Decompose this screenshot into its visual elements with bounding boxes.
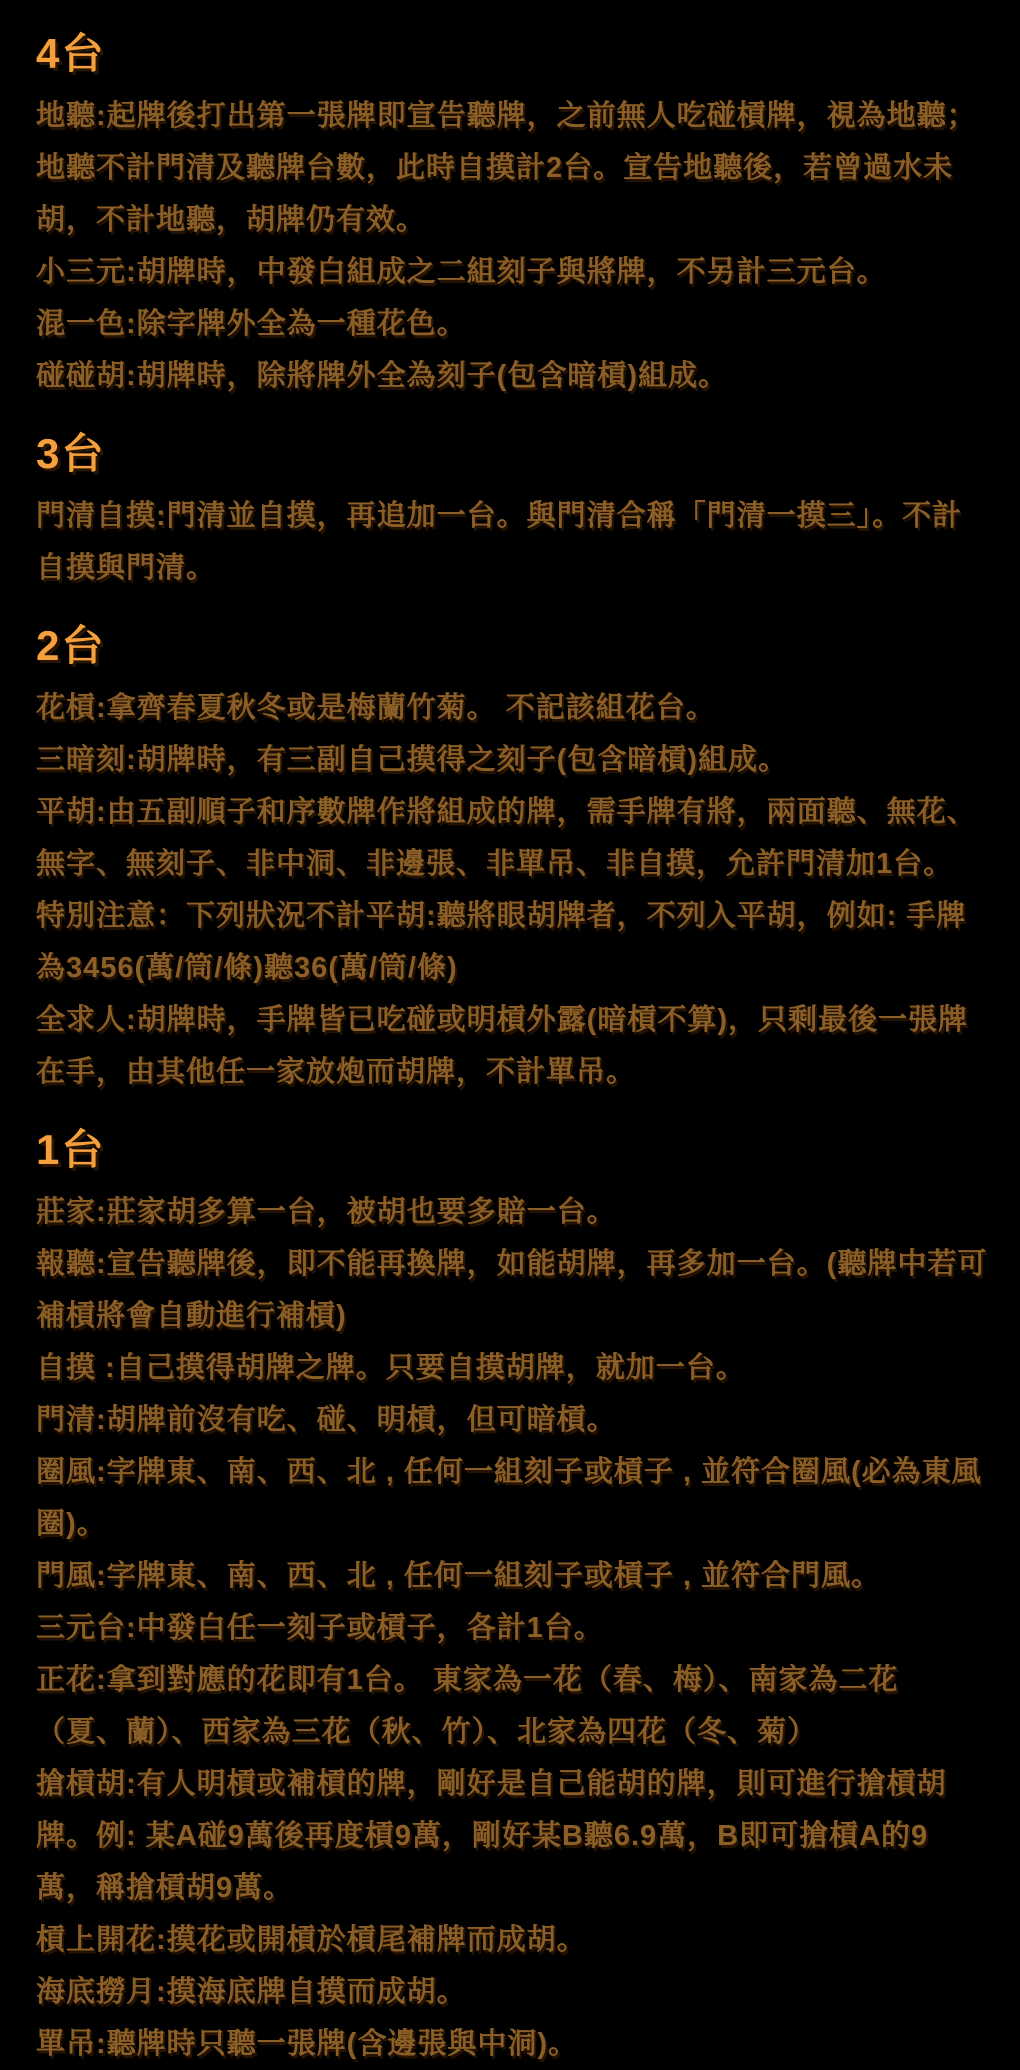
rule-hua-gang: 花槓:拿齊春夏秋冬或是梅蘭竹菊。 不記該組花台。: [36, 692, 716, 724]
rule-men-qing-zi-mo: 門清自摸:門清並自摸，再追加一台。與門清合稱「門清一摸三」。不計自摸與門清。: [36, 500, 963, 584]
rule-men-qing: 門清:胡牌前沒有吃、碰、明槓，但可暗槓。: [36, 1404, 617, 1436]
rule-gang-shang-kai-hua: 槓上開花:摸花或開槓於槓尾補牌而成胡。: [36, 1924, 587, 1956]
rule-di-ting: 地聽:起牌後打出第一張牌即宣告聽牌，之前無人吃碰槓牌，視為地聽；地聽不計門清及聽牌台數，此時自摸計2台。宣告地聽後，若曾過水未胡，不計地聽，胡牌仍有效。: [36, 100, 977, 236]
rule-zhuang-jia: 莊家:莊家胡多算一台，被胡也要多賠一台。: [36, 1196, 617, 1228]
rule-bao-ting: 報聽:宣告聽牌後，即不能再換牌，如能胡牌，再多加一台。(聽牌中若可補槓將會自動進行補槓): [36, 1248, 988, 1332]
rule-men-feng: 門風:字牌東、南、西、北 , 任何一組刻子或槓子 , 並符合門風。: [36, 1560, 882, 1592]
rule-san-an-ke: 三暗刻:胡牌時，有三副自己摸得之刻子(包含暗槓)組成。: [36, 744, 788, 776]
rule-hai-di-lao-yue: 海底撈月:摸海底牌自摸而成胡。: [36, 1976, 467, 2008]
section-3tai: [36, 402, 992, 594]
rule-ping-hu: 平胡:由五副順子和序數牌作將組成的牌，需手牌有將，兩面聽、無花、無字、無刻子、非中洞、非邊張、非單吊、非自摸，允許門清加1台。: [36, 796, 977, 880]
rule-quan-qiu-ren: 全求人:胡牌時，手牌皆已吃碰或明槓外露(暗槓不算)，只剩最後一張牌在手，由其他任一家放炮而胡牌，不計單吊。: [36, 1004, 968, 1088]
rule-peng-peng-hu: 碰碰胡:胡牌時，除將牌外全為刻子(包含暗槓)組成。: [36, 360, 728, 392]
section-1tai-heading: 1台: [36, 1126, 106, 1173]
rule-zheng-hua: 正花:拿到對應的花即有1台。 東家為一花（春、梅）、南家為二花（夏、蘭）、西家為三花（秋、竹）、北家為四花（冬、菊）: [36, 1664, 899, 1748]
section-2tai-heading: 2台: [36, 622, 106, 669]
rule-xiao-san-yuan: 小三元:胡牌時，中發白組成之二組刻子與將牌，不另計三元台。: [36, 256, 887, 288]
rule-ping-hu-note: 特別注意：下列狀況不計平胡:聽將眼胡牌者，不列入平胡，例如: 手牌為3456(萬/筒/條)聽36(萬/筒/條): [36, 900, 967, 984]
rule-quan-feng: 圈風:字牌東、南、西、北 , 任何一組刻子或槓子 , 並符合圈風(必為東風圈)。: [36, 1456, 982, 1540]
section-4tai: [36, 14, 992, 402]
section-1tai: [36, 1098, 992, 2070]
rule-dan-diao: 單吊:聽牌時只聽一張牌(含邊張與中洞)。: [36, 2028, 578, 2060]
rule-zi-mo: 自摸 :自己摸得胡牌之牌。只要自摸胡牌，就加一台。: [36, 1352, 746, 1384]
section-3tai-heading: 3台: [36, 430, 106, 477]
section-4tai-heading: 4台: [36, 30, 106, 77]
section-2tai: [36, 594, 992, 1098]
rule-qiang-gang-hu: 搶槓胡:有人明槓或補槓的牌，剛好是自己能胡的牌，則可進行搶槓胡牌。例: 某A碰9萬後再度槓9萬，剛好某B聽6.9萬，B即可搶槓A的9萬，稱搶槓胡9萬。: [36, 1768, 947, 1904]
rule-san-yuan-tai: 三元台:中發白任一刻子或槓子，各計1台。: [36, 1612, 604, 1644]
rule-hun-yi-se: 混一色:除字牌外全為一種花色。: [36, 308, 467, 340]
